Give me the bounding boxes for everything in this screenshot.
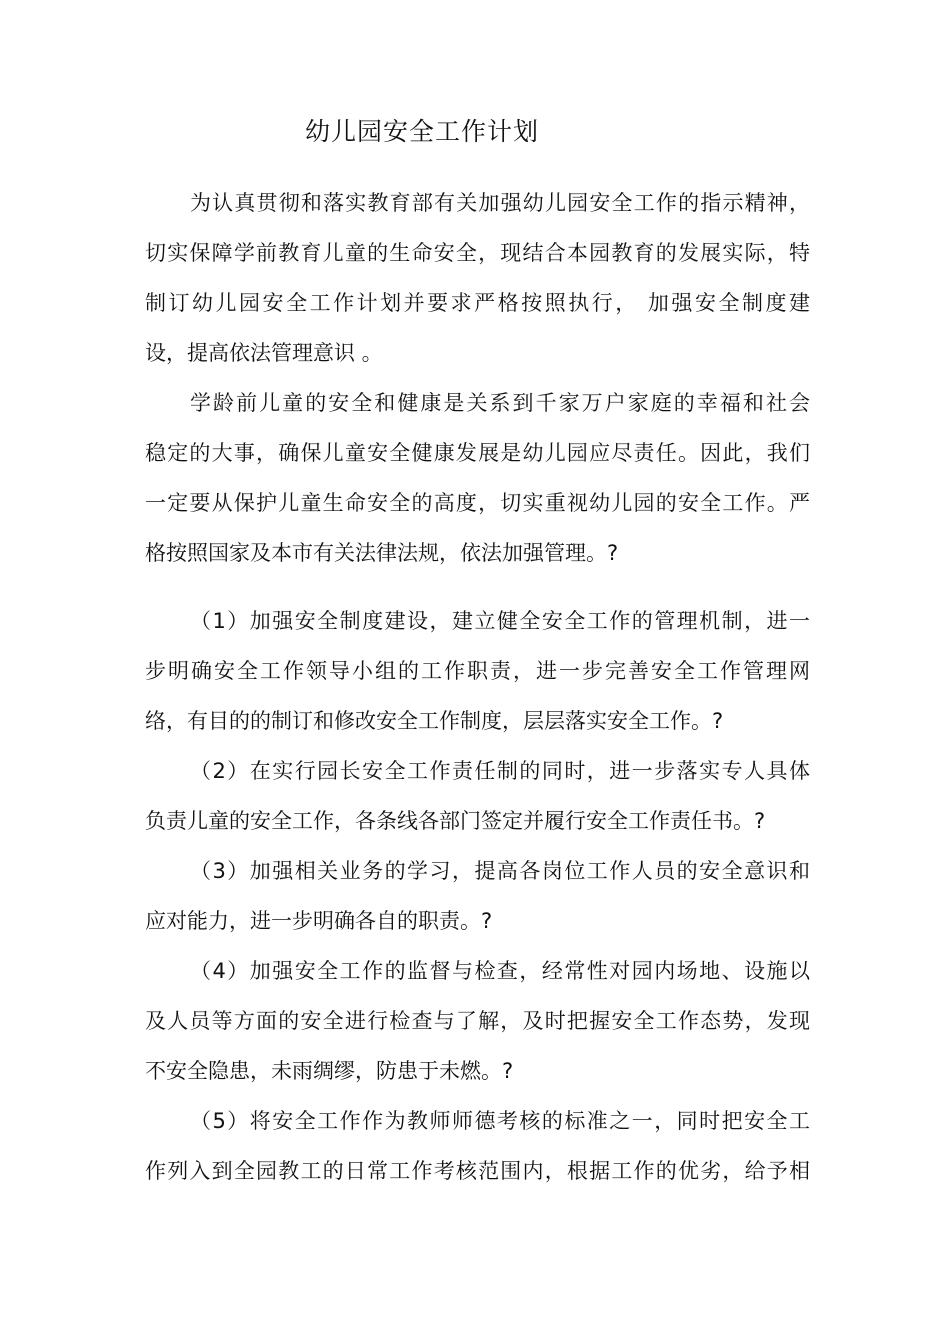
text-line: 格按照国家及本市有关法律法规，依法加强管理。?	[145, 541, 619, 565]
text-line: （1）加强安全制度建设，建立健全安全工作的管理机制，进一	[190, 609, 810, 633]
text-line: 络，有目的的制订和修改安全工作制度，层层落实安全工作。?	[145, 709, 724, 733]
text-line: 作列入到全园教工的日常工作考核范围内，根据工作的优劣，给予相	[145, 1159, 810, 1183]
text-line: （2）在实行园长安全工作责任制的同时，进一步落实专人具体	[190, 759, 810, 783]
text-line: 制订幼儿园安全工作计划并要求严格按照执行， 加强安全制度建	[145, 291, 810, 315]
text-line: 稳定的大事，确保儿童安全健康发展是幼儿园应尽责任。因此，我们	[145, 441, 810, 465]
document-title: 幼儿园安全工作计划	[305, 117, 540, 146]
text-line: 负责儿童的安全工作，各条线各部门签定并履行安全工作责任书。?	[145, 809, 766, 833]
text-line: 为认真贯彻和落实教育部有关加强幼儿园安全工作的指示精神，	[190, 191, 810, 215]
text-line: 学龄前儿童的安全和健康是关系到千家万户家庭的幸福和社会	[190, 391, 810, 415]
text-line: 切实保障学前教育儿童的生命安全，现结合本园教育的发展实际，特	[145, 241, 810, 265]
text-line: 步明确安全工作领导小组的工作职责，进一步完善安全工作管理网	[145, 659, 810, 683]
text-line: （5）将安全工作作为教师师德考核的标准之一，同时把安全工	[190, 1109, 810, 1133]
text-line: 及人员等方面的安全进行检查与了解，及时把握安全工作态势，发现	[145, 1009, 810, 1033]
text-line: 设，提高依法管理意识 。	[145, 341, 383, 365]
text-line: （4）加强安全工作的监督与检查，经常性对园内场地、设施以	[190, 959, 810, 983]
text-line: （3）加强相关业务的学习，提高各岗位工作人员的安全意识和	[190, 859, 810, 883]
text-line: 应对能力，进一步明确各自的职责。?	[145, 909, 493, 933]
text-line: 一定要从保护儿童生命安全的高度，切实重视幼儿园的安全工作。严	[145, 491, 810, 515]
text-line: 不安全隐患，未雨绸缪，防患于未燃。?	[145, 1059, 514, 1083]
